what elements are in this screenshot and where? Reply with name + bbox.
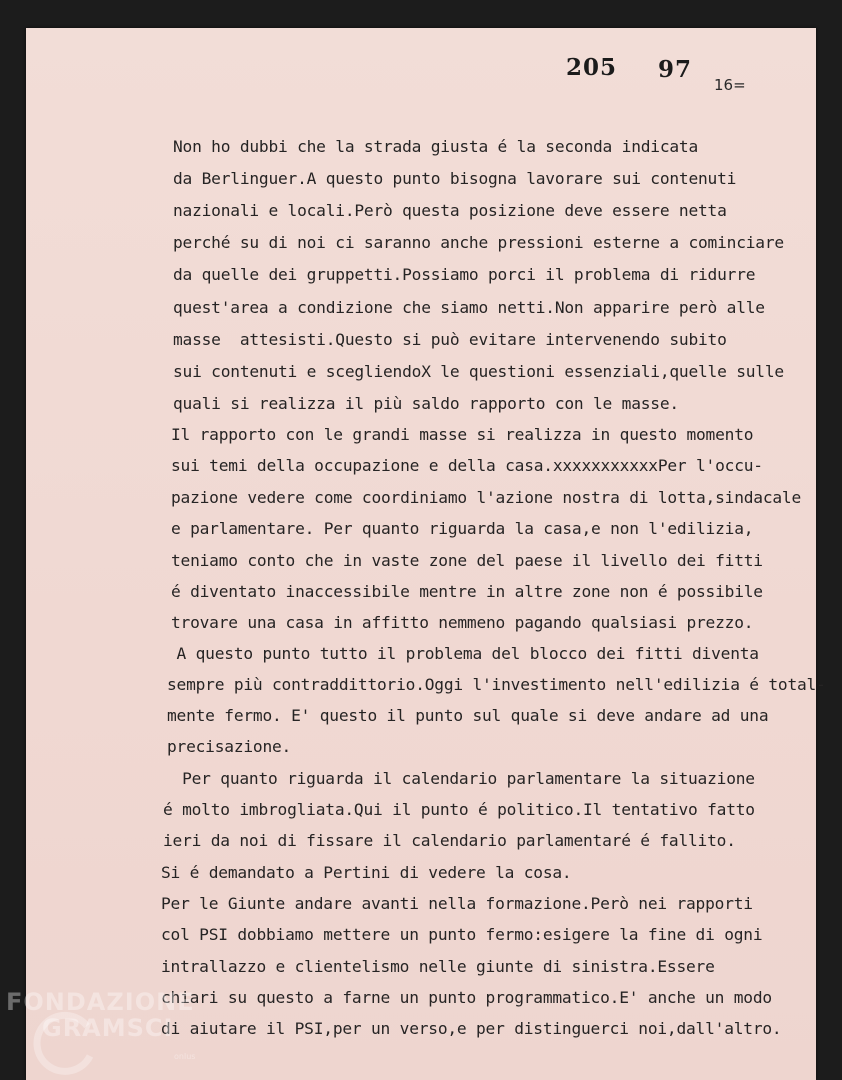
text-line: é molto imbrogliata.Qui il punto é politico.Il tentativo fatto xyxy=(163,800,755,819)
watermark-line2: GRAMSCI xyxy=(42,1014,174,1042)
text-line: mente fermo. E' questo il punto sul quale si deve andare ad una xyxy=(167,706,769,725)
text-line: A questo punto tutto il problema del blocco dei fitti diventa xyxy=(167,644,759,663)
text-line: nazionali e locali.Però questa posizione deve essere netta xyxy=(173,201,727,220)
text-line: sui contenuti e scegliendoX le questioni essenziali,quelle sulle xyxy=(173,362,784,381)
text-line: di aiutare il PSI,per un verso,e per distinguerci noi,dall'altro. xyxy=(161,1019,782,1038)
text-line: sui temi della occupazione e della casa.xxxxxxxxxxxPer l'occu- xyxy=(171,456,763,475)
text-line: teniamo conto che in vaste zone del paese il livello dei fitti xyxy=(171,551,763,570)
text-line: precisazione. xyxy=(167,737,292,756)
archive-number-b: 97 xyxy=(658,56,693,83)
text-line: sempre più contraddittorio.Oggi l'investimento nell'edilizia é total- xyxy=(167,675,826,694)
text-line: col PSI dobbiamo mettere un punto fermo:esigere la fine di ogni xyxy=(161,925,763,944)
watermark-line1: FONDAZIONE xyxy=(6,988,195,1016)
text-line: da Berlinguer.A questo punto bisogna lavorare sui contenuti xyxy=(173,169,737,188)
text-line: da quelle dei gruppetti.Possiamo porci il problema di ridurre xyxy=(173,265,756,284)
text-line: e parlamentare. Per quanto riguarda la casa,e non l'edilizia, xyxy=(171,519,754,538)
text-line: intrallazzo e clientelismo nelle giunte di sinistra.Essere xyxy=(161,957,715,976)
watermark-small: onlus xyxy=(174,1052,196,1061)
text-line: Per le Giunte andare avanti nella formazione.Però nei rapporti xyxy=(161,894,753,913)
text-line: Non ho dubbi che la strada giusta é la seconda indicata xyxy=(173,137,699,156)
text-line: perché su di noi ci saranno anche pressioni esterne a cominciare xyxy=(173,233,784,252)
text-line: quest'area a condizione che siamo netti.Non apparire però alle xyxy=(173,298,765,317)
text-line: pazione vedere come coordiniamo l'azione nostra di lotta,sindacale xyxy=(171,488,802,507)
document-page xyxy=(26,28,826,1080)
text-line: quali si realizza il più saldo rapporto con le masse. xyxy=(173,394,679,413)
handwritten-page-number: 16= xyxy=(714,76,746,94)
text-line: Si é demandato a Pertini di vedere la cosa. xyxy=(161,863,572,882)
text-line: ieri da noi di fissare il calendario parlamentaré é fallito. xyxy=(163,831,736,850)
text-line: Per quanto riguarda il calendario parlamentare la situazione xyxy=(163,769,755,788)
text-line: é diventato inaccessibile mentre in altre zone non é possibile xyxy=(171,582,763,601)
text-line: trovare una casa in affitto nemmeno pagando qualsiasi prezzo. xyxy=(171,613,754,632)
text-line: chiari su questo a farne un punto programmatico.E' anche un modo xyxy=(161,988,772,1007)
typewritten-body xyxy=(26,28,826,1080)
text-line: Il rapporto con le grandi masse si realizza in questo momento xyxy=(171,425,754,444)
text-line: masse attesisti.Questo si può evitare intervenendo subito xyxy=(173,330,727,349)
archive-number-a: 205 xyxy=(566,54,618,81)
